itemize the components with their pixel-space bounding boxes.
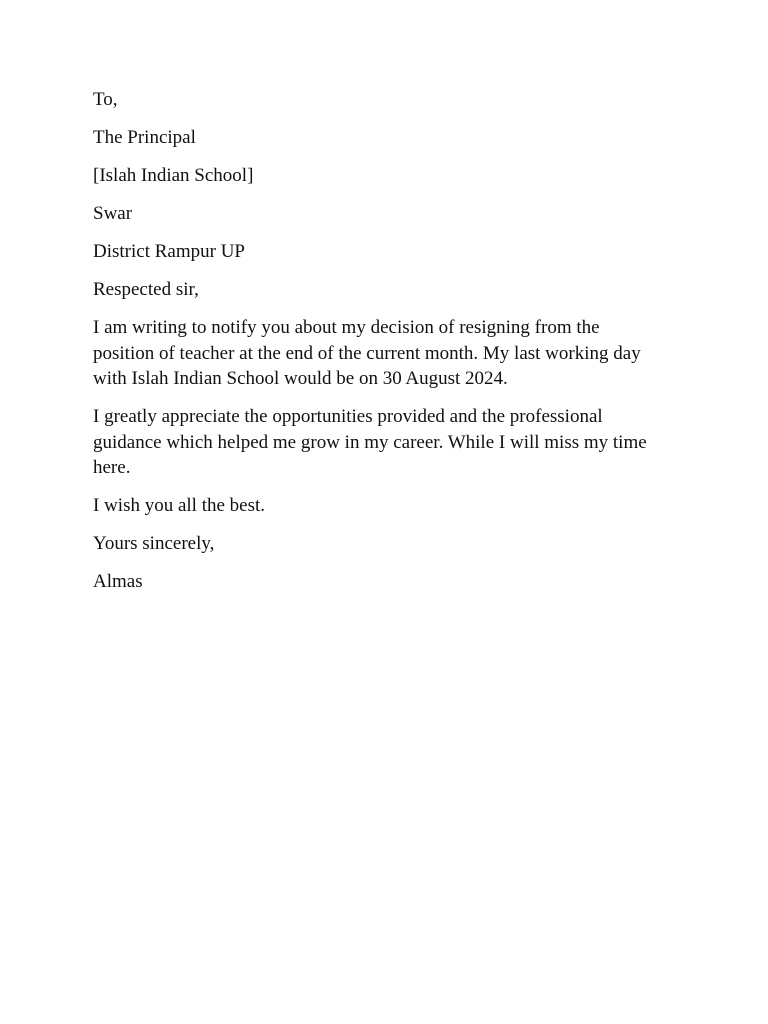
recipient-title: The Principal xyxy=(93,127,196,148)
address-district: District Rampur UP xyxy=(93,241,245,262)
body-paragraph-resignation: I am writing to notify you about my decision of resigning from the position of teacher at the end of the current month. My last working day with Islah Indian School would be on 30 August 2024. xyxy=(93,317,641,389)
address-city: Swar xyxy=(93,203,133,224)
body-paragraph-appreciation: I greatly appreciate the opportunities provided and the professional guidance which helped me grow in my career. While I will miss my time here. xyxy=(93,406,647,478)
closing: Yours sincerely, xyxy=(93,533,215,554)
signature-name: Almas xyxy=(93,571,143,592)
well-wishes: I wish you all the best. xyxy=(93,495,266,516)
address-to: To, xyxy=(93,89,118,110)
salutation: Respected sir, xyxy=(93,279,199,300)
school-name: [Islah Indian School] xyxy=(93,165,254,186)
